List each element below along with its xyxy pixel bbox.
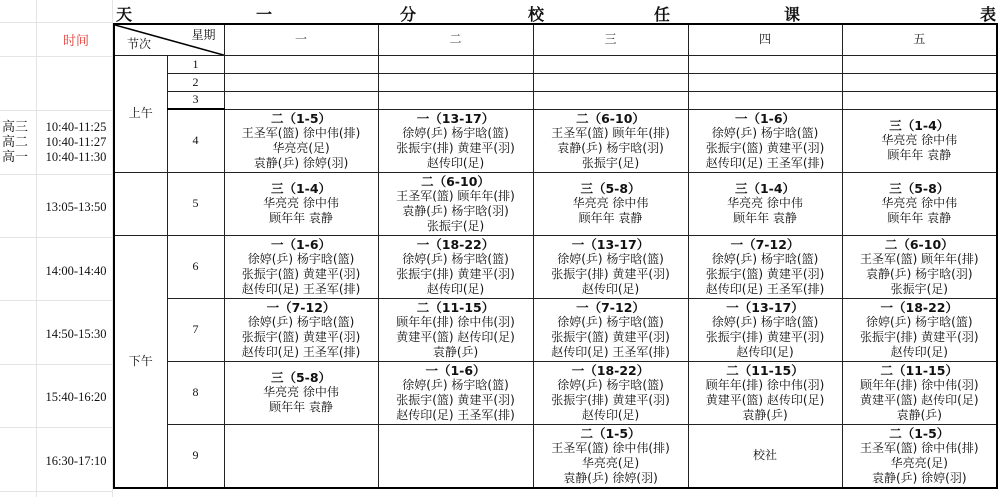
schedule-cell[interactable] — [224, 109, 378, 172]
teacher-line: 徐婷(乒) 杨宇晗(篮) — [402, 377, 509, 392]
day-header-tue: 二 — [378, 24, 533, 55]
teacher-line: 赵传印(足) — [426, 155, 485, 170]
teacher-line: 华亮亮 徐中伟 — [881, 133, 958, 147]
sheet-gridline — [0, 427, 112, 428]
teacher-line: 王圣军(篮) 顾年年(排) — [551, 125, 670, 140]
time-label: 15:40-16:20 — [45, 390, 107, 404]
teacher-line: 赵传印(足) — [426, 281, 485, 296]
schedule-cell[interactable] — [533, 73, 688, 91]
teacher-line: 王圣军(篮) 顾年年(排) — [396, 188, 515, 203]
schedule-cell[interactable] — [378, 172, 533, 235]
page-title — [114, 0, 998, 22]
period-number: 4 — [167, 109, 224, 172]
teacher-line: 张振宇(篮) 黄建平(羽) — [396, 392, 515, 407]
teacher-line: 华亮亮(足) — [890, 455, 948, 470]
schedule-cell[interactable] — [533, 424, 688, 488]
sheet-gridline — [0, 22, 112, 23]
teacher-line: 张振宇(足) — [890, 281, 948, 296]
schedule-cell[interactable] — [533, 55, 688, 73]
teacher-line: 华亮亮 徐中伟 — [881, 196, 958, 210]
teacher-line: 赵传印(足) 王圣军(排) — [705, 155, 825, 170]
period-number: 7 — [167, 298, 224, 361]
teacher-line: 赵传印(足) — [581, 281, 640, 296]
table-row — [114, 55, 997, 73]
teacher-line: 顾年年(排) 徐中伟(羽) — [396, 314, 515, 329]
sheet-gridline — [0, 491, 112, 492]
schedule-cell[interactable] — [842, 235, 997, 298]
teacher-line: 张振宇(排) 黄建平(羽) — [859, 329, 979, 344]
teacher-line: 徐婷(乒) 杨宇晗(篮) — [247, 314, 355, 329]
teacher-line: 袁静(乒) 徐婷(羽) — [253, 155, 349, 170]
day-axis-label: 星期 — [191, 28, 216, 42]
schedule-cell[interactable] — [378, 235, 533, 298]
schedule-cell[interactable] — [224, 298, 378, 361]
schedule-cell[interactable] — [533, 235, 688, 298]
teacher-line: 徐婷(乒) 杨宇晗(篮) — [865, 314, 973, 329]
teacher-line: 袁静(乒) 杨宇晗(羽) — [865, 266, 973, 281]
schedule-cell[interactable] — [842, 172, 997, 235]
schedule-cell[interactable] — [688, 73, 842, 91]
teacher-line: 顾年年 袁静 — [269, 400, 333, 414]
teacher-line: 华亮亮 徐中伟 — [572, 196, 649, 210]
class-group-heading: 一（13-17） — [571, 236, 650, 252]
sheet-gridline — [0, 110, 112, 111]
time-label: 10:40-11:25 — [45, 120, 107, 134]
schedule-cell[interactable] — [688, 55, 842, 73]
schedule-cell[interactable] — [533, 298, 688, 361]
teacher-line: 张振宇(排) 黄建平(羽) — [396, 140, 515, 155]
title-char: 课 — [784, 5, 801, 24]
teacher-line: 徐婷(乒) 杨宇晗(篮) — [402, 125, 509, 140]
teacher-line: 赵传印(足) 王圣军(排) — [241, 344, 361, 359]
corner-cell — [114, 24, 224, 55]
schedule-cell[interactable] — [688, 424, 842, 488]
table-row — [114, 172, 997, 235]
teacher-line: 徐婷(乒) 杨宇晗(篮) — [711, 314, 819, 329]
session-morning: 上午 — [114, 55, 167, 172]
schedule-cell[interactable] — [378, 424, 533, 488]
class-group-heading: 二（11-15） — [880, 362, 958, 378]
time-label: 13:05-13:50 — [45, 200, 107, 214]
teacher-line: 袁静(乒) 杨宇晗(羽) — [402, 203, 509, 218]
teacher-line: 张振宇(篮) 黄建平(羽) — [241, 329, 361, 344]
table-row — [114, 361, 997, 424]
session-afternoon: 下午 — [114, 235, 167, 488]
period-number: 9 — [167, 424, 224, 488]
teacher-line: 张振宇(篮) 黄建平(羽) — [705, 140, 825, 155]
teacher-line: 校社 — [752, 448, 777, 463]
teacher-line: 顾年年 袁静 — [578, 211, 643, 225]
class-group-heading: 三（1-4） — [734, 181, 796, 196]
class-group-heading: 一（18-22） — [571, 362, 650, 378]
class-group-heading: 一（18-22） — [416, 236, 495, 252]
time-label: 16:30-17:10 — [45, 454, 107, 468]
class-group-heading: 二（1-5） — [889, 425, 950, 441]
schedule-cell[interactable] — [378, 361, 533, 424]
class-group-heading: 三（5-8） — [580, 181, 641, 196]
schedule-cell[interactable] — [533, 109, 688, 172]
sheet-gridline — [0, 56, 112, 57]
teacher-line: 黄建平(篮) 赵传印(足) — [859, 392, 979, 407]
teacher-line: 张振宇(排) 黄建平(羽) — [551, 266, 670, 281]
teacher-line: 袁静(乒) — [742, 407, 788, 422]
teacher-line: 袁静(乒) — [432, 344, 479, 359]
class-group-heading: 一（1-6） — [425, 362, 486, 378]
teacher-line: 袁静(乒) 杨宇晗(羽) — [557, 140, 664, 155]
teacher-line: 袁静(乒) 徐婷(羽) — [871, 470, 967, 485]
table-row — [114, 235, 997, 298]
period-axis-label: 节次 — [127, 36, 152, 51]
schedule-cell[interactable] — [533, 91, 688, 109]
session-noon-blank — [114, 172, 167, 235]
schedule-cell[interactable] — [842, 424, 997, 488]
class-group-heading: 二（11-15） — [726, 362, 804, 378]
period-number: 8 — [167, 361, 224, 424]
teacher-line: 徐婷(乒) 杨宇晗(篮) — [557, 314, 664, 329]
class-group-heading: 二（6-10） — [884, 236, 954, 252]
schedule-cell[interactable] — [688, 298, 842, 361]
teacher-line: 华亮亮(足) — [581, 455, 640, 470]
teacher-line: 黄建平(篮) 赵传印(足) — [396, 329, 515, 344]
teacher-line: 华亮亮(足) — [272, 140, 330, 155]
class-group-heading: 二（1-5） — [580, 425, 641, 441]
teacher-line: 徐婷(乒) 杨宇晗(篮) — [402, 251, 509, 266]
teacher-line: 张振宇(排) 黄建平(羽) — [705, 329, 825, 344]
time-column-header: 时间 — [62, 34, 89, 49]
schedule-table — [113, 23, 998, 489]
class-group-heading: 三（1-4） — [889, 118, 950, 133]
day-header-mon: 一 — [224, 24, 378, 55]
table-row — [114, 73, 997, 91]
class-group-heading: 二（1-5） — [270, 110, 332, 126]
schedule-cell[interactable] — [688, 91, 842, 109]
table-row — [114, 109, 997, 172]
class-group-heading: 二（6-10） — [421, 173, 490, 189]
schedule-cell[interactable] — [224, 73, 378, 91]
period-number: 6 — [167, 235, 224, 298]
time-label: 14:50-15:30 — [45, 327, 107, 341]
class-group-heading: 一（7-12） — [730, 236, 800, 252]
teacher-line: 徐婷(乒) 杨宇晗(篮) — [557, 377, 664, 392]
class-group-heading: 一（1-6） — [270, 236, 332, 252]
schedule-cell[interactable] — [378, 109, 533, 172]
table-row — [114, 424, 997, 488]
schedule-cell[interactable] — [378, 55, 533, 73]
schedule-cell[interactable] — [378, 73, 533, 91]
period-number: 3 — [167, 91, 224, 109]
schedule-cell[interactable] — [224, 55, 378, 73]
teacher-line: 袁静(乒) 徐婷(羽) — [563, 470, 658, 485]
class-group-heading: 二（6-10） — [576, 110, 645, 126]
teacher-line: 王圣军(篮) 徐中伟(排) — [551, 440, 670, 455]
title-char: 任 — [654, 5, 671, 24]
schedule-cell[interactable] — [688, 361, 842, 424]
class-group-heading: 二（11-15） — [416, 299, 495, 315]
class-group-heading: 一（7-12） — [266, 299, 336, 315]
class-group-heading: 一（18-22） — [880, 299, 958, 315]
sheet-gridline — [36, 0, 37, 497]
class-group-heading: 三（5-8） — [889, 181, 950, 196]
teacher-line: 徐婷(乒) 杨宇晗(篮) — [557, 251, 664, 266]
teacher-line: 张振宇(足) — [426, 218, 485, 233]
teacher-line: 黄建平(篮) 赵传印(足) — [705, 392, 825, 407]
teacher-line: 张振宇(足) — [581, 155, 640, 170]
title-char: 表 — [980, 5, 997, 24]
header-row — [114, 24, 997, 55]
period-number: 1 — [167, 55, 224, 73]
schedule-cell[interactable] — [533, 361, 688, 424]
class-group-heading: 一（13-17） — [726, 299, 804, 315]
day-header-thu: 四 — [688, 24, 842, 55]
grade-label: 高二 — [2, 135, 29, 150]
teacher-line: 张振宇(篮) 黄建平(羽) — [551, 329, 670, 344]
title-char: 分 — [400, 5, 417, 24]
teacher-line: 徐婷(乒) 杨宇晗(篮) — [247, 251, 355, 266]
schedule-cell[interactable] — [224, 424, 378, 488]
schedule-cell[interactable] — [533, 172, 688, 235]
sheet-gridline — [0, 174, 112, 175]
table-row — [114, 91, 997, 109]
day-header-fri: 五 — [842, 24, 997, 55]
schedule-cell[interactable] — [842, 73, 997, 91]
time-label: 14:00-14:40 — [45, 264, 107, 278]
class-group-heading: 一（13-17） — [416, 110, 495, 126]
teacher-line: 张振宇(排) 黄建平(羽) — [551, 392, 670, 407]
teacher-line: 顾年年 袁静 — [269, 211, 333, 225]
schedule-cell[interactable] — [378, 91, 533, 109]
teacher-line: 华亮亮 徐中伟 — [263, 385, 339, 399]
schedule-cell[interactable] — [688, 172, 842, 235]
time-label: 10:40-11:27 — [45, 135, 107, 149]
teacher-line: 赵传印(足) 王圣军(排) — [705, 281, 825, 296]
teacher-line: 张振宇(篮) 黄建平(羽) — [241, 266, 361, 281]
schedule-cell[interactable] — [224, 235, 378, 298]
schedule-cell[interactable] — [688, 109, 842, 172]
sheet-gridline — [0, 300, 112, 301]
teacher-line: 赵传印(足) 王圣军(排) — [241, 281, 361, 296]
teacher-line: 华亮亮 徐中伟 — [263, 196, 339, 210]
period-number: 2 — [167, 73, 224, 91]
table-row — [114, 298, 997, 361]
schedule-cell[interactable] — [224, 172, 378, 235]
sheet-gridline — [0, 364, 112, 365]
schedule-cell[interactable] — [842, 298, 997, 361]
teacher-line: 赵传印(足) 王圣军(排) — [551, 344, 670, 359]
period-number: 5 — [167, 172, 224, 235]
teacher-line: 张振宇(篮) 黄建平(羽) — [705, 266, 825, 281]
teacher-line: 顾年年 袁静 — [887, 148, 952, 162]
sheet-gridline — [0, 237, 112, 238]
teacher-line: 徐婷(乒) 杨宇晗(篮) — [711, 125, 819, 140]
teacher-line: 顾年年(排) 徐中伟(羽) — [705, 377, 825, 392]
grade-label: 高三 — [2, 120, 29, 135]
schedule-cell[interactable] — [378, 298, 533, 361]
teacher-line: 王圣军(篮) 顾年年(排) — [859, 251, 979, 266]
class-group-heading: 三（1-4） — [270, 181, 332, 196]
class-group-heading: 三（5-8） — [270, 370, 332, 385]
teacher-line: 赵传印(足) — [581, 407, 640, 422]
teacher-line: 赵传印(足) — [890, 344, 948, 359]
schedule-cell[interactable] — [842, 91, 997, 109]
teacher-line: 赵传印(足) — [736, 344, 794, 359]
teacher-line: 顾年年(排) 徐中伟(羽) — [859, 377, 979, 392]
grade-label: 高一 — [2, 150, 29, 165]
teacher-line: 徐婷(乒) 杨宇晗(篮) — [711, 251, 819, 266]
teacher-line: 顾年年 袁静 — [733, 211, 797, 225]
teacher-line: 顾年年 袁静 — [887, 211, 952, 225]
schedule-cell[interactable] — [224, 91, 378, 109]
class-group-heading: 一（7-12） — [576, 299, 645, 315]
class-group-heading: 一（1-6） — [734, 110, 796, 126]
teacher-line: 赵传印(足) 王圣军(排) — [396, 407, 515, 422]
teacher-line: 王圣军(篮) 徐中伟(排) — [859, 440, 979, 455]
time-label: 10:40-11:30 — [45, 150, 107, 164]
title-char: 校 — [528, 5, 545, 24]
teacher-line: 袁静(乒) — [896, 407, 942, 422]
schedule-cell[interactable] — [688, 235, 842, 298]
teacher-line: 华亮亮 徐中伟 — [727, 196, 803, 210]
schedule-cell[interactable] — [842, 361, 997, 424]
schedule-cell[interactable] — [224, 361, 378, 424]
day-header-wed: 三 — [533, 24, 688, 55]
title-char: 天 — [116, 5, 133, 24]
schedule-cell[interactable] — [842, 109, 997, 172]
title-char: 一 — [256, 5, 273, 24]
teacher-line: 王圣军(篮) 徐中伟(排) — [241, 125, 361, 140]
schedule-cell[interactable] — [842, 55, 997, 73]
teacher-line: 张振宇(排) 黄建平(羽) — [396, 266, 515, 281]
